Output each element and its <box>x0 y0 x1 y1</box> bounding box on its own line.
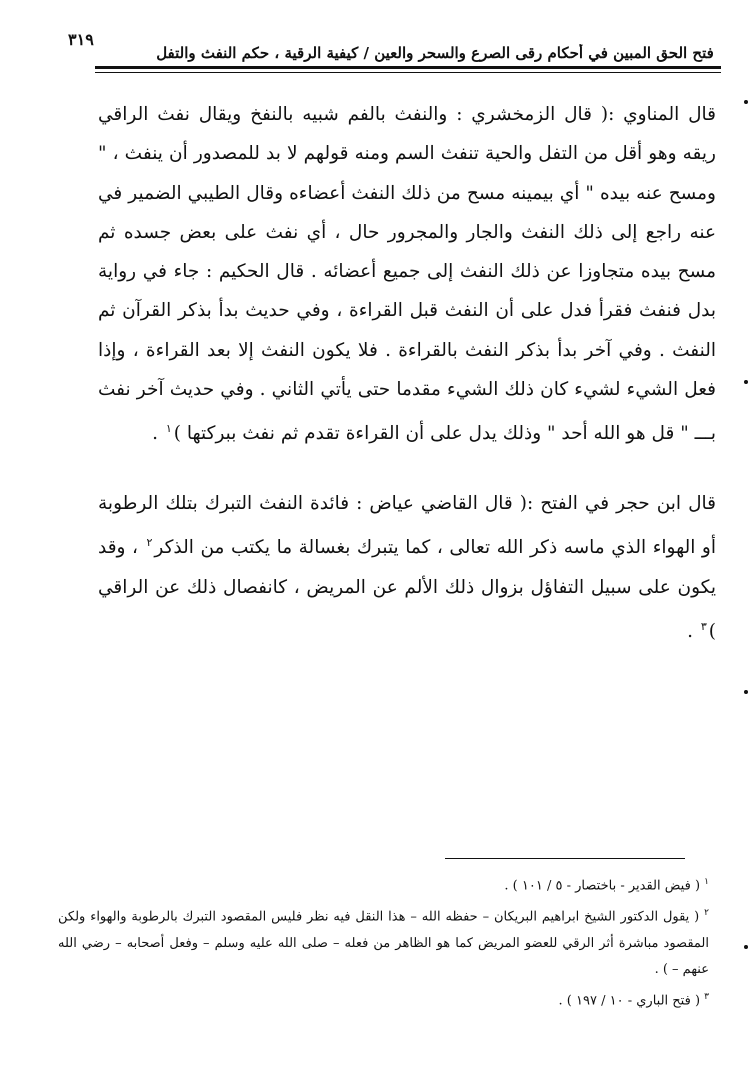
paragraph-1-text: قال المناوي :( قال الزمخشري : والنفث بالفم شبيه بالنفخ ويقال نفث الراقي ريقه وهو أقل من التفل والحية تنفث السم ومنه قولهم لا بد للمصدور أن ينفث ، " ومسح عنه بيده " أي بيمينه مسح من ذلك النفث أعضاءه وقال الطيبي الضمير في عنه راجع إلى ذلك النفث والجار والمجرور حال ، أي نفث على بعض جسده ثم مسح بيده متجاوزا عن ذلك النفث إلى جميع أعضائه . قال الحكيم : جاء في رواية بدل فنفث فقرأ فدل على أن النفث قبل القراءة ، وفي حديث بدأ بذكر القرآن ثم النفث . وفي آخر بدأ بذكر النفث بالقراءة . فلا يكون النفث إلا بعد القراءة ، وإذا فعل الشيء لشيء كان ذلك الشيء مقدما حتى يأتي الثاني . وفي حديث آخر نفث بـــ " قل هو الله أحد " وذلك يدل على أن القراءة تقدم ثم نفث ببركتها ) <box>98 104 716 445</box>
running-title: فتح الحق المبين في أحكام رقى الصرع والسحر والعين / كيفية الرقية ، حكم النفث والتفل <box>156 44 714 62</box>
footnote-3 <box>58 984 709 1015</box>
footnote-ref-3: ٣ <box>700 619 707 633</box>
footnote-ref-1: ١ <box>165 422 172 436</box>
scan-mark <box>744 690 748 694</box>
footnotes <box>58 869 709 1014</box>
footnote-number: ٣ <box>704 991 709 1002</box>
paragraph-2-text-b: ، وقد يكون على سبيل التفاؤل بزوال ذلك الألم عن المريض ، كانفصال ذلك عن الراقي ) <box>98 537 716 643</box>
header-rule-thick <box>95 66 721 69</box>
footnote-2 <box>58 900 709 984</box>
footnote-text: ( يقول الدكتور الشيخ ابراهيم البريكان – حفظه الله – هذا النقل فيه نظر فليس المقصود التبرك بالرطوبة والهواء ولكن المقصود مباشرة أثر الرقي للعضو المريض كما هو الظاهر من فعله – صلى الله عليه وسلم – وفعل أصحابه – رضي الله عنهم – ) . <box>58 909 709 978</box>
footnote-ref-2: ٢ <box>146 536 153 550</box>
footnote-number: ٢ <box>704 907 709 918</box>
scan-mark <box>744 100 748 104</box>
scan-mark <box>744 945 748 949</box>
paragraph-2-end: . <box>687 621 693 643</box>
footnote-text: ( فيض القدير - باختصار - ٥ / ١٠١ ) . <box>504 878 701 894</box>
header-rule-thin <box>95 72 721 73</box>
footnote-number: ١ <box>704 877 709 887</box>
footnote-separator <box>445 858 685 859</box>
footnote-1 <box>58 869 709 900</box>
page-header <box>0 22 751 72</box>
scan-mark <box>744 380 748 384</box>
paragraph-1 <box>98 95 716 454</box>
paragraph-1-end: . <box>152 423 158 445</box>
page-number: ٣١٩ <box>68 30 94 49</box>
paragraph-2-text-a: قال ابن حجر في الفتح :( قال القاضي عياض : فائدة النفث التبرك بتلك الرطوبة أو الهواء الذي ماسه ذكر الله تعالى ، كما يتبرك بغسالة ما يكتب من الذكر <box>98 492 716 559</box>
paragraph-2 <box>98 484 716 652</box>
main-text <box>98 95 716 651</box>
footnote-text: ( فتح الباري - ١٠ / ١٩٧ ) . <box>558 992 701 1008</box>
